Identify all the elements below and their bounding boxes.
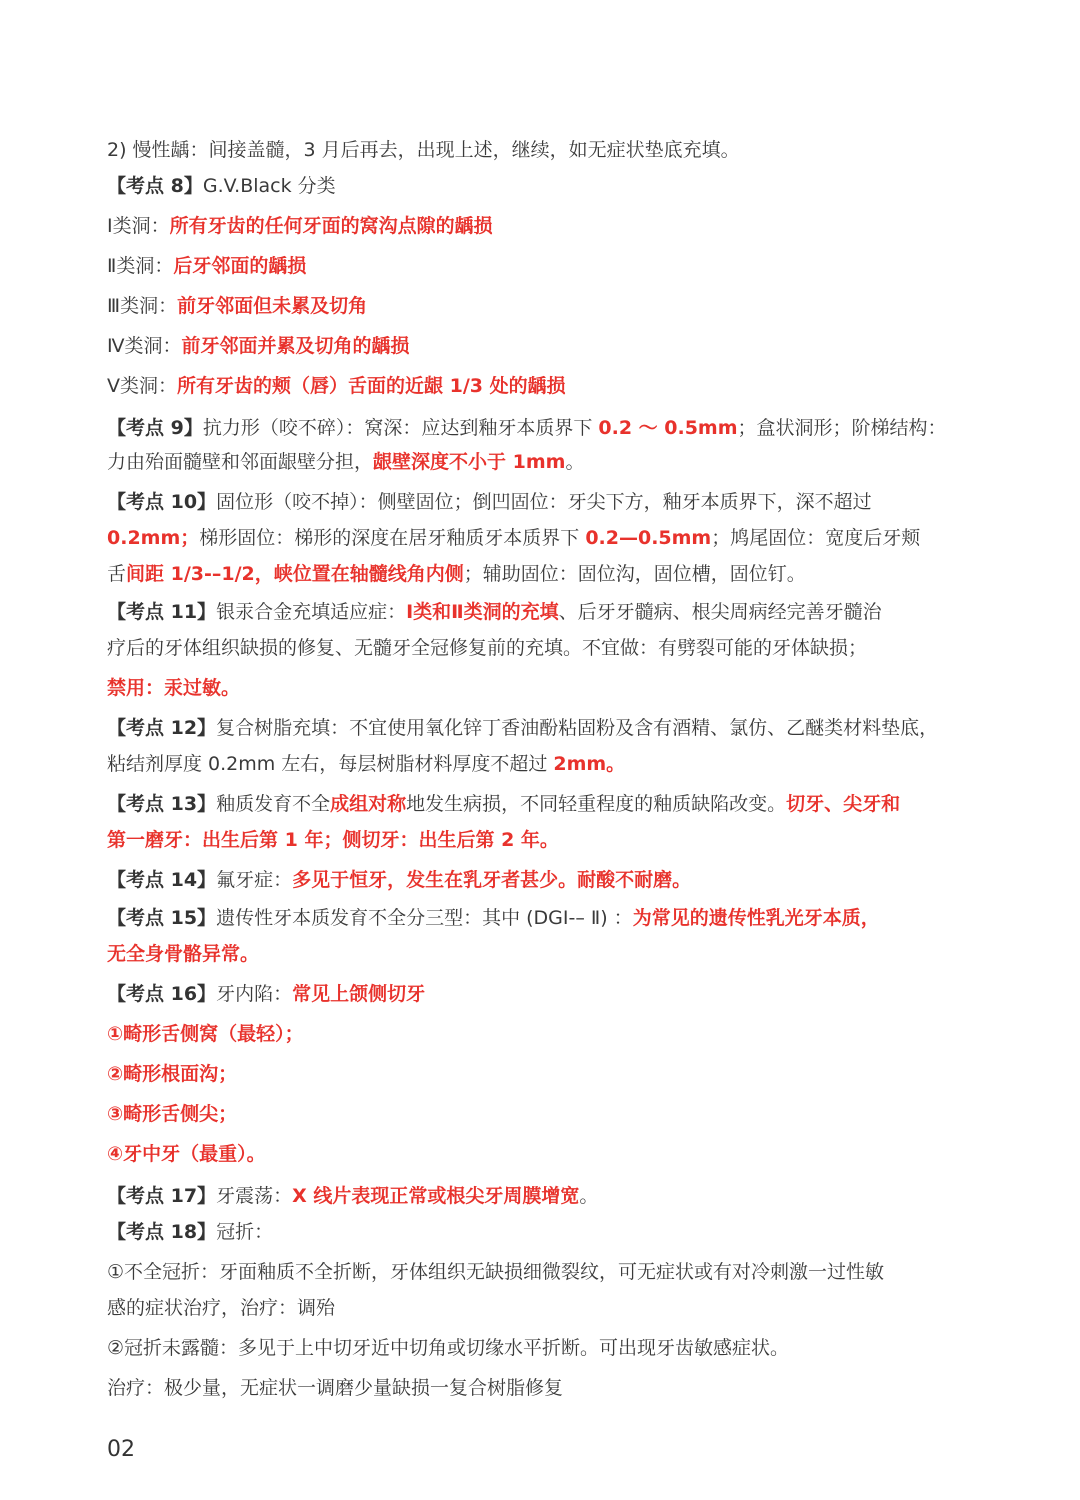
body-text: 。 [579,1185,599,1207]
text-line [107,136,967,164]
text-line [107,866,967,894]
highlight-text: 0.2—0.5mm [585,527,712,549]
point-label: 【考点 13】 [107,793,217,815]
text-line [107,524,967,552]
highlight-text: 成组对称 [330,793,407,815]
body-text: 治疗：极少量，无症状一调磨少量缺损一复合树脂修复 [107,1377,564,1399]
body-text: ；辅助固位：固位沟，固位槽，固位钉。 [463,563,806,585]
text-line [107,1218,967,1246]
highlight-text: ②畸形根面沟； [107,1063,238,1085]
text-line [107,826,967,854]
highlight-text: 0.2 ～ 0.5mm [598,417,738,439]
highlight-text: Ⅰ类和Ⅱ类洞的充填 [406,601,559,623]
text-line [107,172,967,200]
text-line [107,674,967,702]
text-line [107,1060,967,1088]
highlight-text: 为常见的遗传性乳光牙本质， [632,907,880,929]
body-text: 遗传性牙本质发育不全分三型：其中 (DGI-– Ⅱ) ： [216,907,633,929]
body-text: 感的症状治疗，治疗：调殆 [107,1297,336,1319]
body-text: Ⅰ类洞： [107,215,170,237]
highlight-text: 前牙邻面但未累及切角 [177,295,368,317]
text-line [107,448,967,476]
text-line [107,1294,967,1322]
body-text: ②冠折未露髓：多见于上中切牙近中切角或切缘水平折断。可出现牙齿敏感症状。 [107,1337,790,1359]
highlight-text: 常见上颌侧切牙 [292,983,426,1005]
body-text: ；鸠尾固位：宽度后牙颊 [711,527,921,549]
body-text: 牙震荡： [216,1185,293,1207]
body-text: ①不全冠折：牙面釉质不全折断，牙体组织无缺损细微裂纹，可无症状或有对冷刺激一过性敏 [107,1261,885,1283]
text-line [107,1374,967,1402]
text-line [107,634,967,662]
body-text: Ⅱ类洞： [107,255,174,277]
point-label: 【考点 11】 [107,601,217,623]
text-line [107,598,967,626]
text-line [107,790,967,818]
page-number: 02 [107,1437,135,1462]
highlight-text: 2mm。 [553,753,626,775]
highlight-text: 所有牙齿的任何牙面的窝沟点隙的龋损 [169,215,493,237]
text-line [107,750,967,778]
text-line [107,560,967,588]
text-line [107,1182,967,1210]
body-text: 疗后的牙体组织缺损的修复、无髓牙全冠修复前的充填。不宜做：有劈裂可能的牙体缺损； [107,637,868,659]
body-text: 地发生病损，不同轻重程度的釉质缺陷改变。 [406,793,787,815]
body-text: 复合树脂充填：不宜使用氧化锌丁香油酚粘固粉及含有酒精、氯仿、乙醚类材料垫底， [216,717,939,739]
text-line [107,292,967,320]
point-label: 【考点 15】 [107,907,217,929]
highlight-text: 切牙、尖牙和 [786,793,901,815]
point-label: 【考点 8】 [107,175,203,197]
text-line [107,252,967,280]
highlight-text: 龈壁深度不小于 1mm [373,451,566,473]
body-text: Ⅲ类洞： [107,295,178,317]
point-label: 【考点 12】 [107,717,217,739]
text-line [107,980,967,1008]
body-text: 、后牙牙髓病、根尖周病经完善牙髓治 [558,601,882,623]
body-text: 冠折： [216,1221,274,1243]
text-line [107,714,967,742]
highlight-text: 所有牙齿的颊（唇）舌面的近龈 1/3 处的龋损 [177,375,566,397]
text-line [107,332,967,360]
point-label: 【考点 9】 [107,417,203,439]
body-text: Ⅴ类洞： [107,375,177,397]
point-label: 【考点 18】 [107,1221,217,1243]
point-label: 【考点 17】 [107,1185,217,1207]
highlight-text: 间距 1/3-–1/2，峡位置在轴髓线角内侧 [126,563,464,585]
highlight-text: 无全身骨骼异常。 [107,943,260,965]
body-text: 氟牙症： [216,869,293,891]
text-line [107,488,967,516]
text-line [107,1100,967,1128]
body-text: 舌 [107,563,127,585]
body-text: 抗力形（咬不碎）：窝深：应达到釉牙本质界下 [202,417,599,439]
body-text: 固位形（咬不掉）：侧壁固位；倒凹固位：牙尖下方，釉牙本质界下，深不超过 [216,491,872,513]
point-label: 【考点 10】 [107,491,217,513]
text-line [107,904,967,932]
body-text: 釉质发育不全 [216,793,331,815]
point-label: 【考点 14】 [107,869,217,891]
highlight-text: 禁用：汞过敏。 [107,677,241,699]
text-line [107,1334,967,1362]
body-text: ；盒状洞形；阶梯结构： [737,417,947,439]
highlight-text: 多见于恒牙，发生在乳牙者甚少。耐酸不耐磨。 [292,869,692,891]
text-line [107,940,967,968]
body-text: 银汞合金充填适应症： [216,601,407,623]
body-text: 梯形固位：梯形的深度在居牙釉质牙本质界下 [199,527,586,549]
highlight-text: X 线片表现正常或根尖牙周膜增宽 [292,1185,580,1207]
body-text: G.V.Black 分类 [202,175,336,197]
body-text: 粘结剂厚度 0.2mm 左右，每层树脂材料厚度不超过 [107,753,554,775]
highlight-text: 后牙邻面的龋损 [173,255,307,277]
highlight-text: ④牙中牙（最重）。 [107,1143,266,1165]
highlight-text: 第一磨牙：出生后第 1 年；侧切牙：出生后第 2 年。 [107,829,559,851]
text-line [107,414,967,442]
text-line [107,372,967,400]
body-text: 力由殆面髓壁和邻面龈壁分担， [107,451,374,473]
text-line [107,212,967,240]
text-line [107,1258,967,1286]
body-text: 。 [565,451,585,473]
highlight-text: ③畸形舌侧尖； [107,1103,238,1125]
body-text: 牙内陷： [216,983,293,1005]
point-label: 【考点 16】 [107,983,217,1005]
body-text: 2) 慢性龋：间接盖髓，3 月后再去，出现上述，继续，如无症状垫底充填。 [107,139,740,161]
text-line [107,1020,967,1048]
highlight-text: ①畸形舌侧窝（最轻）； [107,1023,304,1045]
highlight-text: 前牙邻面并累及切角的龋损 [181,335,410,357]
text-line [107,1140,967,1168]
highlight-text: 0.2mm； [107,527,200,549]
body-text: Ⅳ类洞： [107,335,182,357]
